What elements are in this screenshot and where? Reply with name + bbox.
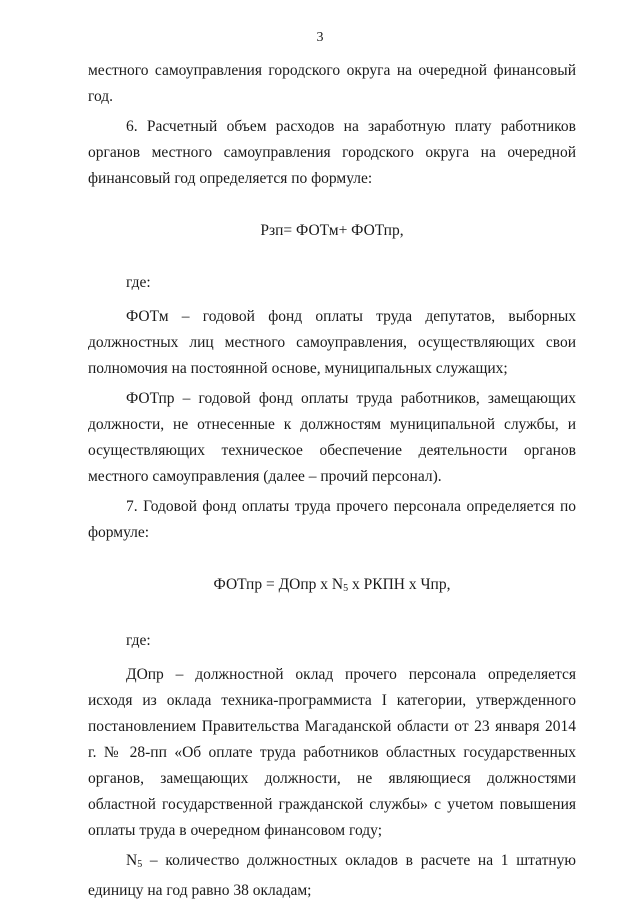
definition-fotm: ФОТм – годовой фонд оплаты труда депутатов, выборных должностных лиц местного самоуправления, осуществляющих свои полномочия на постоянной основе, муниципальных служащих;: [88, 308, 576, 377]
n5-symbol: N: [126, 852, 138, 869]
document-body: [88, 58, 576, 908]
where-label-2: где:: [126, 632, 151, 649]
where-label-1: где:: [126, 274, 151, 291]
formula-fotpr-part-b: х РКПН х Чпр,: [348, 576, 451, 593]
n5-subscript: 5: [137, 859, 143, 870]
paragraph-item-7: 7. Годовой фонд оплаты труда прочего персонала определяется по формуле:: [88, 498, 576, 541]
definition-n5: [88, 848, 576, 904]
formula-fotpr-subscript: 5: [343, 583, 349, 594]
formula-fotpr-part-a: ФОТпр = ДОпр х N: [213, 576, 344, 593]
paragraph-item-6: 6. Расчетный объем расходов на заработную плату работников органов местного самоуправления городского округа на очередной финансовый год определяется по формуле:: [88, 118, 576, 187]
definition-fotpr: ФОТпр – годовой фонд оплаты труда работников, замещающих должности, не отнесенные к должностям муниципальной службы, и осуществляющих техническое обеспечение деятельности органов местного самоуправления (далее – прочий персонал).: [88, 390, 576, 485]
formula-rzp: Рзп= ФОТм+ ФОТпр,: [260, 222, 404, 239]
paragraph-continuation: местного самоуправления городского округа на очередной финансовый год.: [88, 62, 576, 105]
n5-text: – количество должностных окладов в расчете на 1 штатную единицу на год равно 38 окладам;: [88, 852, 576, 899]
page-number: 3: [316, 30, 324, 45]
formula-fotpr: [88, 572, 576, 602]
definition-dopr: ДОпр – должностной оклад прочего персонала определяется исходя из оклада техника-программиста I категории, утвержденного постановлением Правительства Магаданской области от 23 января 2014 г. № 28-пп «Об оплате труда работников областных государственных органов, замещающих должности, не являющиеся должностями областной государственной гражданской службы» с учетом повышения оплаты труда в очередном финансовом году;: [88, 666, 576, 839]
